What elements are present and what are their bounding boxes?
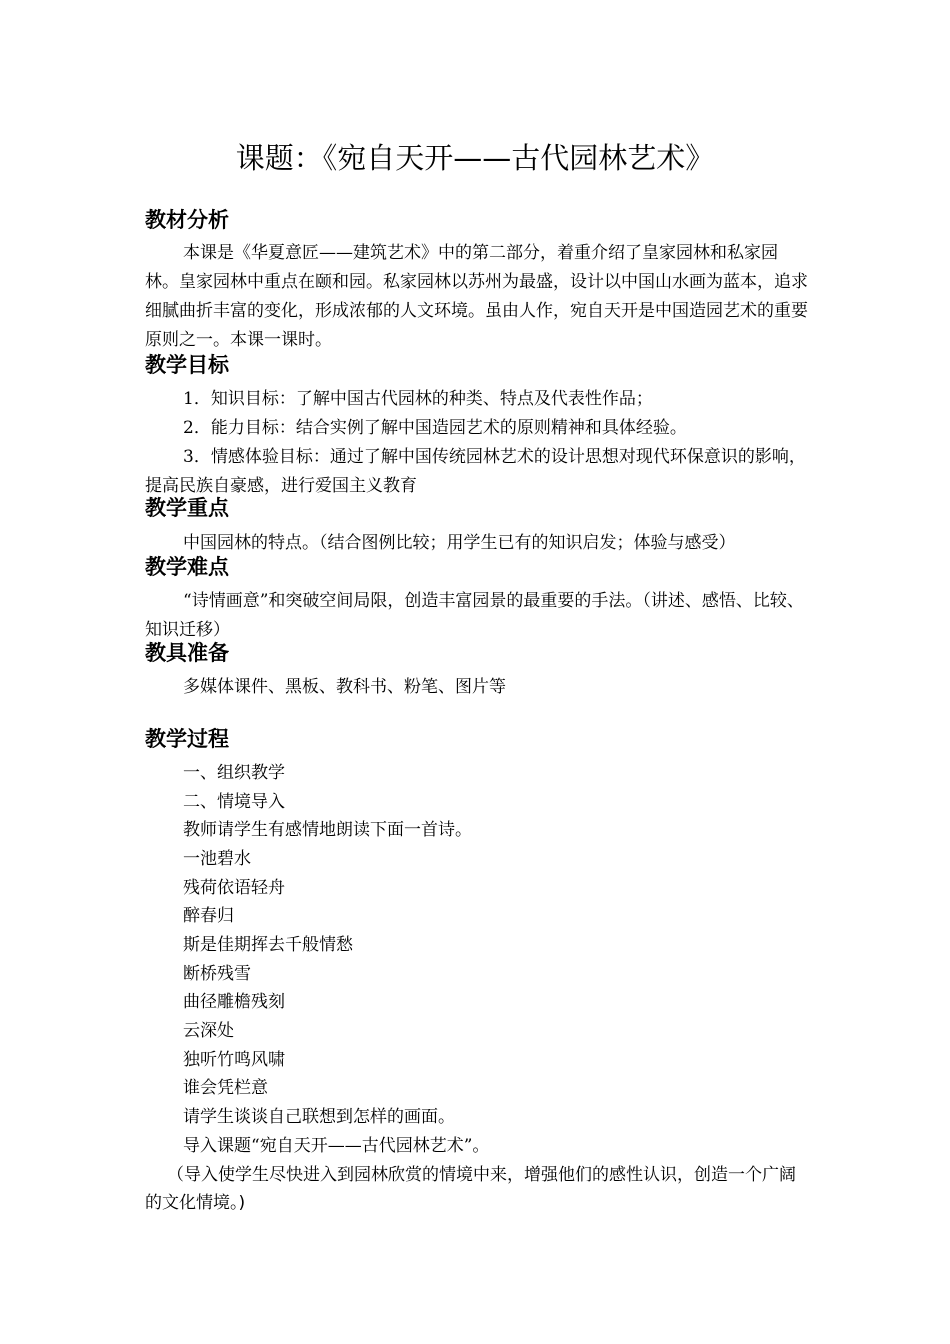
goal-item-3: 3．情感体验目标：通过了解中国传统园林艺术的设计思想对现代环保意识的影响，提高民族自豪感，进行爱国主义教育 (145, 447, 806, 496)
heading-process: 教学过程 (145, 727, 229, 751)
difficulties-paragraph: “诗情画意”和突破空间局限，创造丰富园景的最重要的手法。（讲述、感悟、比较、知识迁移） (145, 591, 804, 640)
analysis-paragraph: 本课是《华夏意匠——建筑艺术》中的第二部分，着重介绍了皇家园林和私家园林。皇家园林中重点在颐和园。私家园林以苏州为最盛，设计以中国山水画为蓝本，追求细腻曲折丰富的变化，形成浓郁的人文环境。虽由人作，宛自天开是中国造园艺术的重要原则之一。本课一课时。 (145, 243, 808, 350)
poem-line: 斯是佳期挥去千般情愁 (183, 935, 353, 955)
poem-line: 断桥残雪 (183, 964, 251, 984)
goal-item-2: 2．能力目标：结合实例了解中国造园艺术的原则精神和具体经验。 (183, 418, 687, 438)
poem-line: 醉春归 (183, 906, 234, 926)
process-line: 教师请学生有感情地朗读下面一首诗。 (183, 820, 472, 840)
poem-line: 谁会凭栏意 (183, 1078, 268, 1098)
heading-difficulties: 教学难点 (145, 555, 229, 579)
poem-line: 云深处 (183, 1021, 234, 1041)
process-line: 请学生谈谈自己联想到怎样的画面。 (183, 1107, 455, 1127)
keypoints-paragraph: 中国园林的特点。（结合图例比较；用学生已有的知识启发；体验与感受） (183, 533, 736, 553)
poem-line: 一池碧水 (183, 849, 251, 869)
poem-line: 独听竹鸣风啸 (183, 1050, 285, 1070)
poem-line: 曲径雕檐残刻 (183, 992, 285, 1012)
process-line: 导入课题“宛自天开——古代园林艺术”。 (183, 1136, 490, 1156)
goal-item-1: 1．知识目标：了解中国古代园林的种类、特点及代表性作品； (183, 389, 653, 409)
page-title: 课题：《宛自天开——古代园林艺术》 (235, 141, 715, 175)
heading-goals: 教学目标 (145, 353, 229, 377)
process-line: 二、情境导入 (183, 792, 285, 812)
poem-line: 残荷依语轻舟 (183, 878, 285, 898)
process-note: （导入使学生尽快进入到园林欣赏的情境中来，增强他们的感性认识，创造一个广阔的文化情境。) (145, 1165, 796, 1213)
heading-tools: 教具准备 (145, 641, 229, 665)
heading-analysis: 教材分析 (145, 208, 229, 232)
heading-keypoints: 教学重点 (145, 496, 229, 520)
process-line: 一、组织教学 (183, 763, 285, 783)
tools-paragraph: 多媒体课件、黑板、教科书、粉笔、图片等 (183, 677, 506, 697)
